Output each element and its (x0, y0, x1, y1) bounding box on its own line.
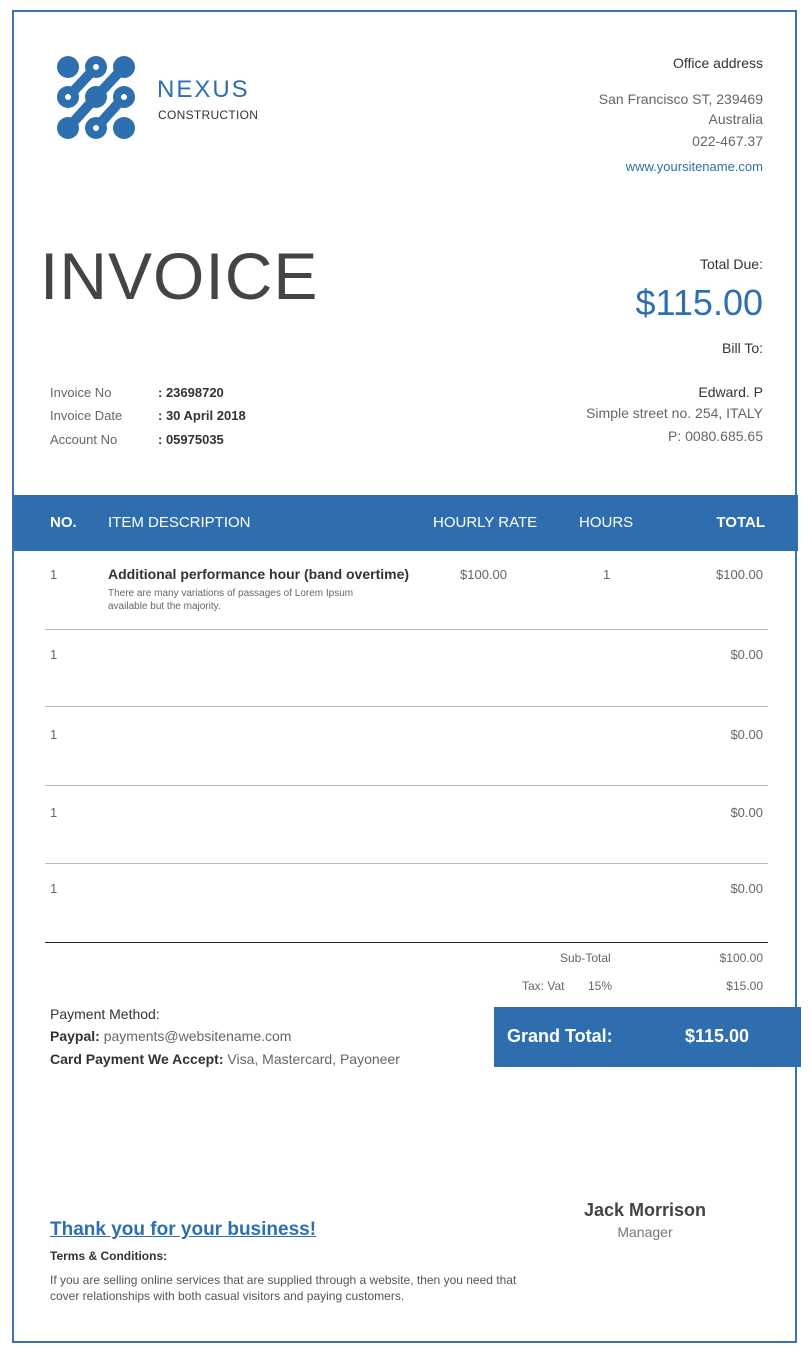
column-header-no: NO. (50, 514, 77, 531)
paypal-label: Paypal: (50, 1028, 100, 1044)
row-divider (45, 785, 768, 786)
account-no-label: Account No (50, 432, 118, 447)
invoice-date-value: : 30 April 2018 (158, 408, 246, 423)
row-5-total: $0.00 (730, 881, 763, 896)
row-1-hours: 1 (603, 567, 611, 582)
tax-label: Tax: Vat (522, 979, 565, 993)
brand-name: NEXUS (157, 76, 250, 103)
row-4-total: $0.00 (730, 805, 763, 820)
row-3-no: 1 (50, 727, 58, 742)
office-address-line2: Australia (708, 111, 763, 127)
website-link[interactable]: www.yoursitename.com (625, 159, 763, 174)
row-1-total: $100.00 (716, 567, 763, 582)
bill-to-address: Simple street no. 254, ITALY (586, 405, 763, 421)
total-due-label: Total Due: (699, 256, 763, 272)
row-1-no: 1 (50, 567, 58, 582)
row-3-total: $0.00 (730, 727, 763, 742)
row-1-title: Additional performance hour (band overtime) (108, 566, 410, 582)
invoice-no-label: Invoice No (50, 385, 112, 400)
terms-title: Terms & Conditions: (50, 1249, 168, 1263)
payment-method-title: Payment Method: (50, 1006, 160, 1022)
signer-role: Manager (617, 1224, 673, 1240)
total-due-amount: $115.00 (635, 282, 763, 323)
office-address-line1: San Francisco ST, 239469 (598, 91, 763, 107)
thank-you-message: Thank you for your business! (50, 1219, 317, 1240)
card-payment-label: Card Payment We Accept: (50, 1051, 224, 1067)
row-1-rate: $100.00 (460, 567, 507, 582)
subtotal-value: $100.00 (719, 951, 763, 965)
office-address-title: Office address (672, 55, 763, 71)
row-1-description: There are many variations of passages of Lorem Ipsum available but the majority. (108, 588, 354, 612)
office-phone: 022-467.37 (692, 133, 763, 149)
subtotal-label: Sub-Total (560, 951, 611, 965)
bill-to-label: Bill To: (722, 340, 763, 356)
column-header-description: ITEM DESCRIPTION (108, 514, 251, 531)
company-logo-icon (56, 55, 138, 143)
paypal-email: payments@websitename.com (103, 1028, 292, 1044)
grand-total-value: $115.00 (685, 1026, 750, 1046)
table-header (14, 495, 798, 551)
card-payment-value: Visa, Mastercard, Payoneer (227, 1051, 400, 1067)
column-header-hours: HOURS (579, 514, 634, 531)
account-no-value: : 05975035 (158, 432, 224, 447)
row-4-no: 1 (50, 805, 58, 820)
card-payment-line (50, 1051, 400, 1067)
paypal-line (50, 1028, 291, 1044)
bill-to-phone: P: 0080.685.65 (668, 428, 763, 444)
row-divider (45, 706, 768, 707)
invoice-date-label: Invoice Date (50, 408, 123, 423)
brand-subtitle: CONSTRUCTION (158, 108, 259, 122)
tax-value: $15.00 (726, 979, 763, 993)
row-2-total: $0.00 (730, 647, 763, 662)
table-end-divider (45, 942, 768, 943)
row-5-no: 1 (50, 881, 58, 896)
column-header-total: TOTAL (716, 514, 765, 531)
row-2-no: 1 (50, 647, 58, 662)
column-header-hourly-rate: HOURLY RATE (433, 514, 538, 531)
row-divider (45, 863, 768, 864)
invoice-no-value: : 23698720 (158, 385, 224, 400)
bill-to-name: Edward. P (698, 384, 763, 400)
grand-total-box (494, 1007, 801, 1067)
row-divider (45, 629, 768, 630)
tax-rate: 15% (588, 979, 613, 993)
grand-total-label: Grand Total: (507, 1026, 613, 1046)
invoice-title: INVOICE (40, 239, 319, 313)
page-frame (12, 10, 797, 1343)
signer-name: Jack Morrison (583, 1200, 707, 1220)
terms-body: If you are selling online services that are supplied through a website, then you need that cover relationships with both casual visitors and paying customers. (50, 1273, 517, 1303)
